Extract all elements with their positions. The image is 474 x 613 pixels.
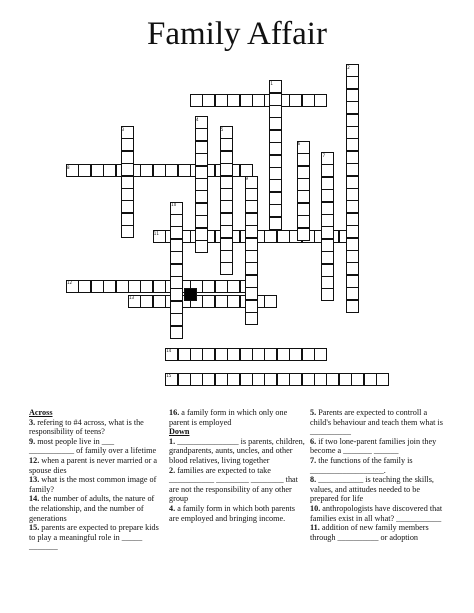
grid-cell[interactable] — [153, 295, 166, 308]
clue-text: Parents are expected to controll a child's behaviour and teach them what is __________ — [310, 408, 443, 437]
grid-cell[interactable] — [153, 164, 166, 177]
grid-cell[interactable] — [170, 276, 183, 289]
grid-cell[interactable] — [252, 373, 265, 386]
clue-text: if two lone-parent families join they become a _______ ______ — [310, 436, 437, 456]
grid-cell[interactable] — [91, 164, 104, 177]
grid-cell[interactable] — [346, 250, 359, 263]
grid-cell[interactable] — [240, 94, 253, 107]
grid-cell[interactable] — [321, 276, 334, 289]
clue-text: a family form in which only one parent is employed — [169, 408, 288, 427]
grid-cell[interactable] — [121, 200, 134, 213]
grid-number: 11 — [153, 230, 159, 236]
grid-cell[interactable] — [220, 262, 233, 275]
grid-cell[interactable] — [297, 203, 310, 216]
grid-cell[interactable] — [264, 230, 277, 243]
grid-cell[interactable] — [321, 189, 334, 202]
clue-number: 12. — [29, 455, 40, 465]
grid-cell[interactable] — [321, 214, 334, 227]
grid-cell[interactable] — [269, 167, 282, 180]
grid-cell[interactable] — [227, 280, 240, 293]
grid-cell[interactable] — [227, 348, 240, 361]
grid-cell[interactable] — [202, 280, 215, 293]
grid-cell[interactable] — [121, 163, 134, 176]
grid-cell[interactable] — [321, 288, 334, 301]
grid-cell[interactable] — [103, 164, 116, 177]
grid-cell[interactable] — [170, 326, 183, 339]
grid-cell[interactable] — [346, 238, 359, 251]
clue-number: 2. — [169, 465, 176, 475]
grid-cell[interactable] — [264, 348, 277, 361]
clue-text: ___________ is teaching the skills, values, and attitudes needed to be prepared for life — [310, 475, 434, 504]
clue-item — [29, 437, 161, 456]
grid-cell[interactable] — [116, 280, 129, 293]
grid-cell[interactable] — [121, 151, 134, 164]
grid-cell[interactable] — [346, 225, 359, 238]
grid-cell[interactable] — [321, 251, 334, 264]
grid-cell[interactable] — [220, 176, 233, 189]
grid-cell[interactable] — [190, 348, 203, 361]
clue-item — [29, 494, 161, 523]
grid-cell[interactable] — [202, 348, 215, 361]
grid-cell[interactable] — [302, 94, 315, 107]
grid-cell[interactable] — [289, 373, 302, 386]
clue-text: what is the most common image of family? — [29, 475, 157, 494]
clue-item — [29, 523, 161, 552]
grid-cell[interactable] — [346, 262, 359, 275]
grid-cell[interactable] — [314, 373, 327, 386]
clue-item — [29, 418, 161, 437]
grid-number: 2 — [347, 64, 350, 70]
grid-cell[interactable] — [297, 166, 310, 179]
grid-cell[interactable] — [346, 114, 359, 127]
clue-text: the number of adults, the nature of the relationship, and the number of generations — [29, 494, 155, 523]
grid-cell[interactable] — [170, 251, 183, 264]
grid-cell[interactable] — [121, 225, 134, 238]
clue-item — [29, 475, 161, 494]
clue-number: 15. — [29, 523, 40, 533]
grid-cell[interactable] — [314, 94, 327, 107]
grid-cell[interactable] — [314, 348, 327, 361]
grid-cell[interactable] — [220, 188, 233, 201]
grid-cell[interactable] — [346, 89, 359, 102]
grid-cell[interactable] — [269, 130, 282, 143]
clue-column-2 — [169, 408, 305, 523]
clue-number: 4. — [169, 503, 176, 513]
grid-cell[interactable] — [178, 164, 191, 177]
grid-cell[interactable] — [195, 153, 208, 166]
grid-cell[interactable] — [346, 188, 359, 201]
grid-cell[interactable] — [346, 275, 359, 288]
grid-cell[interactable] — [297, 178, 310, 191]
grid-cell[interactable] — [140, 280, 153, 293]
grid-cell[interactable] — [297, 153, 310, 166]
grid-cell[interactable] — [140, 295, 153, 308]
grid-number: 3 — [121, 126, 125, 132]
grid-number: 4 — [195, 116, 199, 122]
grid-cell[interactable] — [346, 151, 359, 164]
grid-cell[interactable] — [346, 126, 359, 139]
clue-number: 16. — [169, 408, 180, 417]
grid-cell[interactable] — [195, 215, 208, 228]
grid-cell[interactable] — [91, 280, 104, 293]
clue-text: _______________ is parents, children, grandparents, aunts, uncles, and other blood relatives, living together — [169, 436, 305, 465]
grid-number: 14 — [166, 348, 172, 354]
grid-cell[interactable] — [220, 213, 233, 226]
grid-cell[interactable] — [220, 151, 233, 164]
clue-number: 10. — [310, 503, 321, 513]
grid-cell[interactable] — [153, 280, 166, 293]
grid-cell[interactable] — [220, 163, 233, 176]
grid-cell[interactable] — [346, 101, 359, 114]
grid-cell[interactable] — [245, 250, 258, 263]
clue-text: addition of new family members through __________ or adoption — [310, 523, 429, 542]
grid-cell[interactable] — [321, 239, 334, 252]
grid-cell[interactable] — [252, 348, 265, 361]
grid-cell[interactable] — [220, 138, 233, 151]
grid-cell[interactable] — [195, 166, 208, 179]
grid-number: 9 — [245, 176, 249, 182]
clue-item — [29, 456, 161, 475]
down-heading: Down — [169, 427, 190, 437]
clue-text: refering to #4 across, what is the responsibility of teens? — [29, 417, 144, 437]
grid-cell[interactable] — [321, 264, 334, 277]
grid-number: 13 — [129, 295, 135, 301]
clue-number: 8. — [310, 475, 317, 485]
clue-item — [310, 456, 450, 475]
grid-cell[interactable] — [78, 164, 91, 177]
grid-cell[interactable] — [140, 164, 153, 177]
grid-cell[interactable] — [302, 348, 315, 361]
grid-cell[interactable] — [190, 373, 203, 386]
grid-cell[interactable] — [376, 373, 389, 386]
grid-cell[interactable] — [346, 76, 359, 89]
grid-cell[interactable] — [220, 250, 233, 263]
grid-cell[interactable] — [339, 373, 352, 386]
grid-cell[interactable] — [277, 373, 290, 386]
grid-cell[interactable] — [297, 228, 310, 241]
grid-cell[interactable] — [321, 202, 334, 215]
grid-cell[interactable] — [321, 226, 334, 239]
grid-cell[interactable] — [346, 200, 359, 213]
grid-cell[interactable] — [227, 295, 240, 308]
grid-cell[interactable] — [103, 280, 116, 293]
grid-cell[interactable] — [165, 164, 178, 177]
grid-cell[interactable] — [346, 176, 359, 189]
grid-cell[interactable] — [297, 190, 310, 203]
grid-cell[interactable] — [346, 287, 359, 300]
grid-cell[interactable] — [121, 188, 134, 201]
grid-cell[interactable] — [220, 200, 233, 213]
grid-cell[interactable] — [195, 203, 208, 216]
grid-cell[interactable] — [215, 295, 228, 308]
grid-cell[interactable] — [321, 164, 334, 177]
grid-cell[interactable] — [227, 94, 240, 107]
grid-cell[interactable] — [269, 217, 282, 230]
grid-cell[interactable] — [289, 348, 302, 361]
clue-item — [310, 475, 450, 504]
grid-cell[interactable] — [215, 94, 228, 107]
clue-item — [169, 466, 305, 504]
grid-cell[interactable] — [195, 141, 208, 154]
grid-cell[interactable] — [302, 373, 315, 386]
grid-cell[interactable] — [346, 213, 359, 226]
grid-cell[interactable] — [215, 280, 228, 293]
page-title: Family Affair — [147, 16, 327, 52]
grid-cell[interactable] — [245, 225, 258, 238]
grid-number: 7 — [322, 152, 325, 158]
grid-cell[interactable] — [170, 301, 183, 314]
grid-cell[interactable] — [264, 295, 277, 308]
clue-number: 14. — [29, 494, 40, 504]
grid-cell[interactable] — [240, 373, 253, 386]
clue-item — [310, 523, 450, 542]
across-heading: Across — [29, 408, 53, 417]
grid-cell[interactable] — [78, 280, 91, 293]
grid-cell[interactable] — [269, 179, 282, 192]
grid-cell[interactable] — [269, 93, 282, 106]
clue-text: parents are expected to prepare kids to play a meaningful role in _____ _______ — [29, 523, 159, 552]
clue-number: 5. — [310, 408, 317, 417]
grid-number: 1 — [270, 80, 273, 86]
grid-cell[interactable] — [215, 348, 228, 361]
clue-item — [169, 504, 305, 523]
clue-number: 13. — [29, 475, 40, 485]
grid-cell[interactable] — [245, 287, 258, 300]
grid-cell[interactable] — [121, 176, 134, 189]
clue-text: when a parent is never married or a spouse dies — [29, 455, 157, 475]
grid-number: 5 — [220, 126, 224, 132]
clue-text: anthropologists have discovered that families exist in all what? ___________ — [310, 503, 443, 523]
grid-cell[interactable] — [346, 138, 359, 151]
grid-cell[interactable] — [346, 163, 359, 176]
grid-cell[interactable] — [269, 192, 282, 205]
grid-number: 12 — [67, 280, 73, 286]
grid-cell[interactable] — [178, 373, 191, 386]
grid-cell[interactable] — [202, 373, 215, 386]
clue-column-3 — [310, 408, 450, 542]
grid-cell[interactable] — [297, 215, 310, 228]
grid-cell[interactable] — [202, 295, 215, 308]
grid-cell[interactable] — [245, 188, 258, 201]
grid-cell[interactable] — [269, 117, 282, 130]
grid-number: 15 — [166, 373, 172, 379]
clue-number: 9. — [29, 436, 36, 446]
grid-cell[interactable] — [121, 213, 134, 226]
grid-cell[interactable] — [128, 280, 141, 293]
grid-cell[interactable] — [245, 262, 258, 275]
grid-cell[interactable] — [351, 373, 364, 386]
grid-cell[interactable] — [220, 225, 233, 238]
clue-item — [310, 504, 450, 523]
grid-cell[interactable] — [346, 300, 359, 313]
grid-cell[interactable] — [190, 94, 203, 107]
clue-text: a family form in which both parents are employed and bringing income. — [169, 503, 295, 523]
grid-number: 6 — [297, 141, 301, 147]
grid-cell[interactable] — [245, 238, 258, 251]
grid-cell[interactable] — [227, 373, 240, 386]
grid-cell[interactable] — [170, 288, 183, 301]
grid-cell[interactable] — [269, 142, 282, 155]
grid-cell[interactable] — [264, 373, 277, 386]
grid-cell[interactable] — [121, 138, 134, 151]
grid-cell[interactable] — [195, 240, 208, 253]
clue-number: 6. — [310, 436, 317, 446]
clue-number: 11. — [310, 523, 320, 533]
clue-text: the functions of the family is __________________. — [310, 455, 413, 475]
clue-number: 1. — [169, 436, 176, 446]
grid-cell[interactable] — [170, 264, 183, 277]
grid-cell[interactable] — [220, 238, 233, 251]
grid-cell[interactable] — [245, 213, 258, 226]
grid-cell[interactable] — [170, 239, 183, 252]
grid-cell[interactable] — [215, 373, 228, 386]
grid-cell-black — [184, 288, 197, 301]
grid-cell[interactable] — [252, 94, 265, 107]
clue-item — [310, 437, 450, 456]
grid-cell[interactable] — [195, 128, 208, 141]
clue-item — [169, 408, 305, 427]
clue-number: 3. — [29, 417, 36, 427]
grid-cell[interactable] — [170, 313, 183, 326]
grid-cell[interactable] — [195, 190, 208, 203]
grid-cell[interactable] — [195, 228, 208, 241]
clue-text: families are expected to take ___________ ________ ________ that are not the responsibility of any other group — [169, 465, 298, 504]
grid-cell[interactable] — [269, 105, 282, 118]
grid-number: 8 — [67, 164, 70, 170]
grid-cell[interactable] — [364, 373, 377, 386]
clue-item — [169, 437, 305, 466]
grid-cell[interactable] — [321, 177, 334, 190]
grid-cell[interactable] — [240, 348, 253, 361]
grid-cell[interactable] — [195, 178, 208, 191]
grid-cell[interactable] — [277, 348, 290, 361]
clue-column-1 — [29, 408, 161, 552]
grid-cell[interactable] — [277, 230, 290, 243]
grid-number: 10 — [171, 202, 177, 208]
grid-cell[interactable] — [269, 204, 282, 217]
grid-cell[interactable] — [178, 348, 191, 361]
grid-cell[interactable] — [202, 94, 215, 107]
clue-item — [310, 408, 450, 437]
grid-cell[interactable] — [245, 300, 258, 313]
grid-cell[interactable] — [245, 200, 258, 213]
grid-cell[interactable] — [269, 155, 282, 168]
grid-cell[interactable] — [289, 94, 302, 107]
grid-cell[interactable] — [326, 373, 339, 386]
clue-number: 7. — [310, 455, 317, 465]
grid-cell[interactable] — [245, 312, 258, 325]
grid-cell[interactable] — [170, 214, 183, 227]
grid-cell[interactable] — [170, 226, 183, 239]
grid-cell[interactable] — [245, 275, 258, 288]
clue-text: most people live in ___ ___________ of family over a lifetime — [29, 436, 157, 456]
